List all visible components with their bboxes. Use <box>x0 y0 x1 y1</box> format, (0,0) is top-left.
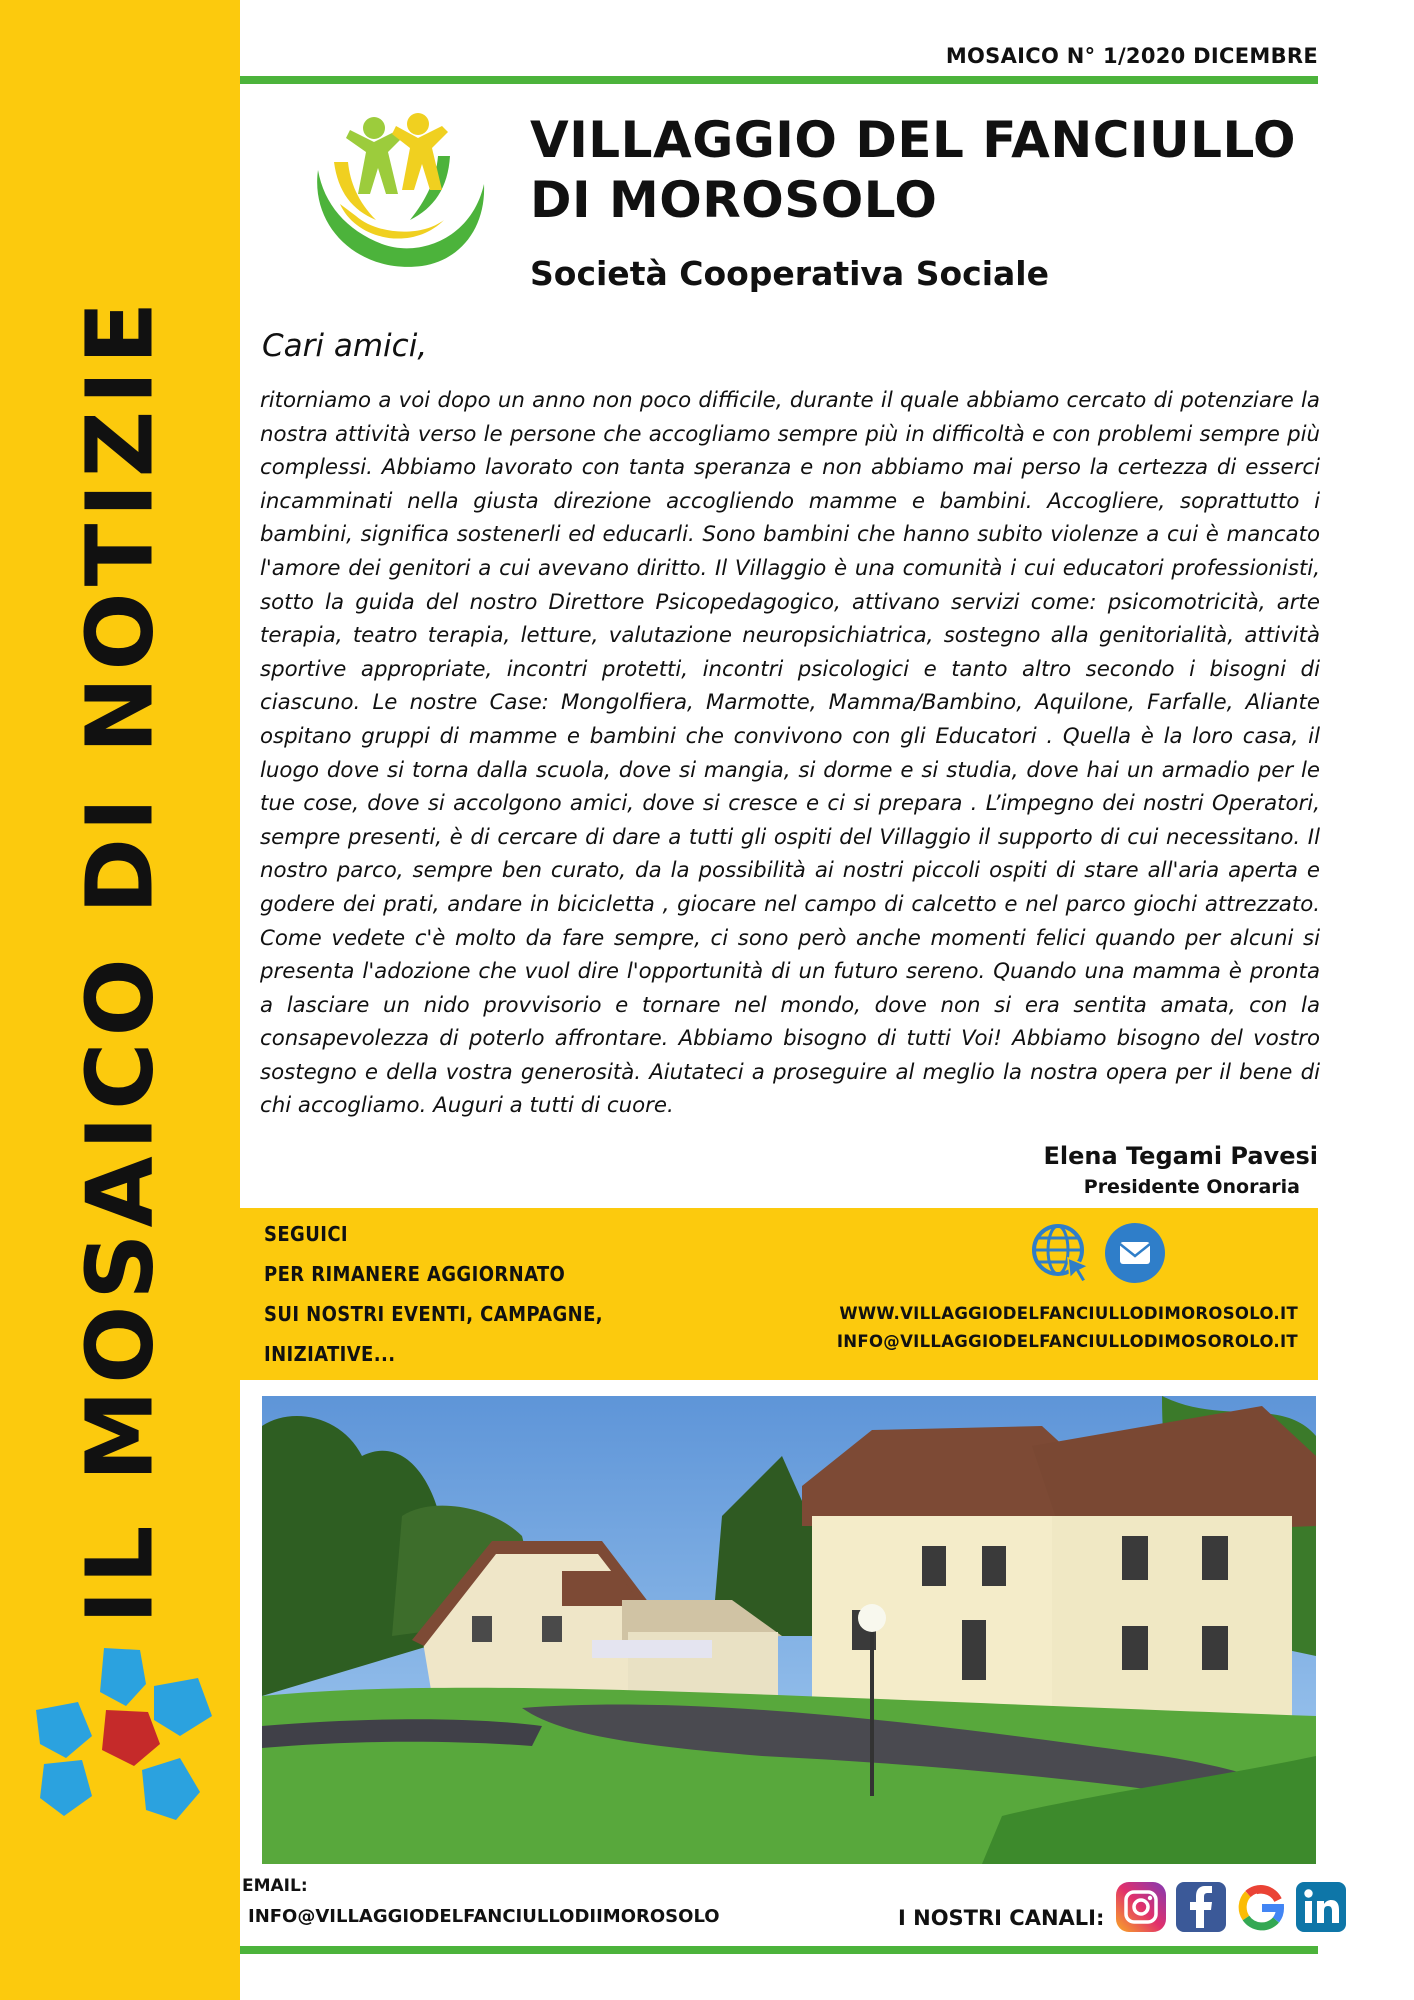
follow-line: SUI NOSTRI EVENTI, CAMPAGNE, <box>264 1302 604 1326</box>
organization-subtitle: Società Cooperativa Sociale <box>530 254 1049 293</box>
village-photo <box>262 1396 1316 1864</box>
signature-role: Presidente Onoraria <box>1083 1176 1300 1198</box>
header-divider <box>240 76 1318 84</box>
email-link[interactable]: INFO@VILLAGGIODELFANCIULLODIMOSOROLO.IT <box>836 1332 1298 1351</box>
letter-closing: Auguri a tutti di cuore. <box>433 1093 674 1119</box>
linkedin-icon[interactable] <box>1294 1880 1348 1934</box>
google-icon[interactable] <box>1234 1880 1288 1934</box>
footer-divider <box>240 1946 1318 1954</box>
cooperative-logo <box>300 108 492 278</box>
follow-line: INIZIATIVE... <box>264 1342 396 1366</box>
follow-line: SEGUICI <box>264 1222 349 1246</box>
signature-name: Elena Tegami Pavesi <box>1043 1142 1318 1170</box>
newsletter-title: IL MOSAICO DI NOTIZIE <box>66 295 174 1625</box>
sidebar <box>0 0 240 2000</box>
organization-name: VILLAGGIO DEL FANCIULLO DI MOROSOLO <box>530 111 1297 229</box>
follow-line: PER RIMANERE AGGIORNATO <box>264 1262 566 1286</box>
footer-email-label: EMAIL: <box>242 1876 308 1896</box>
footer-email[interactable]: INFO@VILLAGGIODELFANCIULLODIIMOROSOLO <box>248 1906 720 1927</box>
issue-number: MOSAICO N° 1/2020 DICEMBRE <box>945 44 1318 68</box>
instagram-icon[interactable] <box>1114 1880 1168 1934</box>
channels-label: I NOSTRI CANALI: <box>898 1906 1105 1930</box>
globe-icon <box>1030 1222 1092 1284</box>
letter-body: ritorniamo a voi dopo un anno non poco difficile, durante il quale abbiamo cercato di potenziare la nostra attività verso le persone che accogliamo sempre più in difficoltà e con problemi sempre più complessi. Abbiamo lavorato con tanta speranza e non abbiamo mai perso la certezza di esserci incamminati nella giusta direzione accogliendo mamme e bambini. Accogliere, soprattutto i bambini, significa sostenerli ed educarli. Sono bambini che hanno subito violenze a cui è mancato l'amore dei genitori a cui avevano diritto. Il Villaggio è una comunità i cui educatori professionisti, sotto la guida del nostro Direttore Psicopedagogico, attivano servizi come: psicomotricità, arte terapia, teatro terapia, letture, valutazione neuropsichiatrica, sostegno alla genitorialità, attività sportive appropriate, incontri protetti, incontri psicologici e tanto altro secondo i bisogni di ciascuno. Le nostre Case: Mongolfiera, Marmotte, Mamma/Bambino, Aquilone, Farfalle, Aliante ospitano gruppi di mamme e bambini che convivono con gli Educatori . Quella è la loro casa, il luogo dove si torna dalla scuola, dove si mangia, si dorme e si studia, dove hai un armadio per le tue cose, dove si accolgono amici, dove si cresce e ci si prepara . L’impegno dei nostri Operatori, sempre presenti, è di cercare di dare a tutti gli ospiti del Villaggio il supporto di cui necessitano. Il nostro parco, sempre ben curato, da la possibilità ai nostri piccoli ospiti di stare all'aria aperta e godere dei prati, andare in bicicletta , giocare nel campo di calcetto e nel parco giochi attrezzato. Come vedete c'è molto da fare sempre, ci sono però anche momenti felici quando per alcuni si presenta l'adozione che vuol dire l'opportunità di un futuro sereno. Quando una mamma è pronta a lasciare un nido provvisorio e tornare nel mondo, dove non si era sentita amata, con la consapevolezza di poterlo affrontare. Abbiamo bisogno di tutti Voi! Abbiamo bisogno del vostro sostegno e della vostra generosità. Aiutateci a proseguire al meglio la nostra opera per il bene di chi accogliamo. Auguri a tutti di cuore. <box>260 388 1320 1119</box>
email-icon <box>1104 1222 1166 1284</box>
follow-us-box <box>240 1208 1318 1380</box>
mosaic-logo <box>30 1640 220 1830</box>
letter-greeting: Cari amici, <box>262 328 428 364</box>
website-link[interactable]: WWW.VILLAGGIODELFANCIULLODIMOROSOLO.IT <box>839 1304 1298 1323</box>
facebook-icon[interactable] <box>1174 1880 1228 1934</box>
